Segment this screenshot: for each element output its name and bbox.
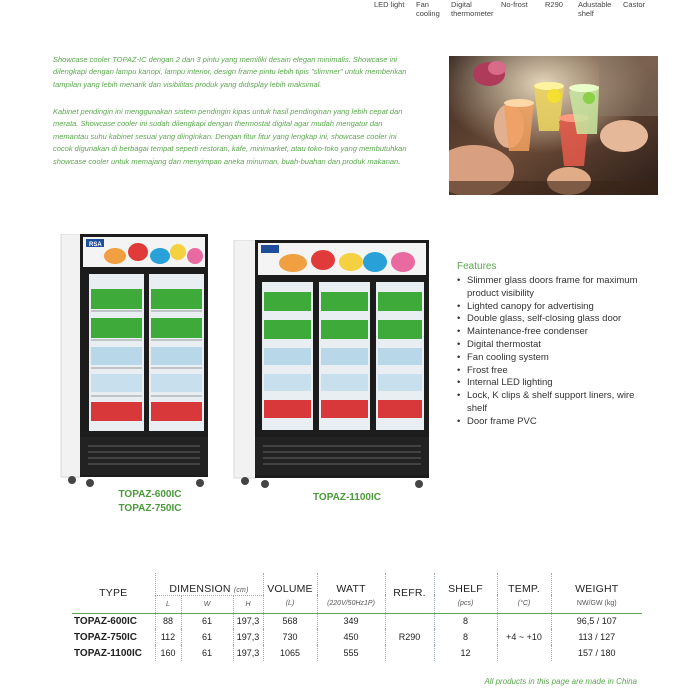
cell-h: 197,3 [233,645,263,661]
header-dimension [155,573,263,595]
feature-icon-labels [360,0,660,20]
subheader-shelf: (pcs) [434,595,497,613]
cell-weight: 113 / 127 [551,629,642,645]
header-dimension-label: DIMENSION [169,582,231,595]
caption-topaz-1100ic: TOPAZ-1100IC [313,492,381,503]
cell-w: 61 [181,613,233,629]
subheader-weight: NW/GW (kg) [551,595,642,613]
subheader-h: H [233,595,263,613]
cell-weight: 157 / 180 [551,645,642,661]
feature-item: • Internal LED lighting [457,377,657,390]
cell-volume: 568 [263,613,317,629]
feature-item: • Digital thermostat [457,339,657,352]
cell-refr: R290 [385,613,434,661]
cell-type: TOPAZ-600IC [74,615,137,627]
cell-type: TOPAZ-750IC [74,631,137,643]
features-title: Features [457,261,497,272]
header-temp: TEMP. [497,573,551,595]
drinks-photo [449,56,658,195]
feature-item: • Lighted canopy for advertising [457,301,657,314]
fridge-three-door-image [233,240,433,488]
header-refr: REFR. [385,573,434,613]
cell-type: TOPAZ-1100IC [74,647,142,659]
icon-label-shelf: Adustable shelf [578,0,612,18]
caption-topaz-750ic: TOPAZ-750IC [118,503,182,514]
icon-label-nofrost: No-frost [501,0,528,9]
table-row [72,645,642,661]
subheader-temp: (°C) [497,595,551,613]
header-dimension-unit: (cm) [233,586,249,594]
header-volume: VOLUME [263,573,317,595]
cell-shelf: 8 [434,629,497,645]
cell-shelf: 8 [434,613,497,629]
header-watt: WATT [317,573,385,595]
header-weight: WEIGHT [551,573,642,595]
icon-label-fan: Fan cooling [416,0,440,18]
caption-topaz-600ic: TOPAZ-600IC [118,489,182,500]
cell-h: 197,3 [233,613,263,629]
subheader-volume: (L) [263,595,317,613]
cell-watt: 450 [317,629,385,645]
icon-label-led: LED light [374,0,405,9]
feature-item: • Maintenance-free condenser [457,326,657,339]
cell-l: 160 [155,645,181,661]
cell-watt: 349 [317,613,385,629]
description-paragraph-2: Kabinet pendingin ini menggunakan sistem pendingin kipas untuk hasil pendinginan yang lebih cepat dan merata. Showcase cooler ini sudah dilengkapi dengan thermostat digital agar mudah mengatur dan memantau suhu kabinet sesuai yang diinginkan. Dengan fitur fitur yang lengkap ini, showcase cooler ini cocok digunakan di berbagai tempat seperti restoran, kafe, minimarket, atau toko-toko yang membutuhkan showcase cooler untuk memajang dan menyimpan aneka minuman, buah-buahan dan produk makanan. [53,107,407,166]
spec-table [72,573,642,661]
header-type: TYPE [99,586,128,599]
subheader-watt: (220V/50Hz1P) [317,595,385,613]
features-section [457,261,657,429]
feature-item: • Slimmer glass doors frame for maximum product visibility [457,275,657,301]
icon-label-thermometer: Digital thermometer [451,0,494,18]
feature-item: • Door frame PVC [457,416,657,429]
cell-w: 61 [181,645,233,661]
description-paragraph-1: Showcase cooler TOPAZ-IC dengan 2 dan 3 pintu yang memiliki desain elegan minimalis. Showcase ini dilengkapi dengan lampu kanopi, lampu interior, design frame pintu lebih tipis "slimmer" untuk memberikan tampilan yang lebih menarik dan visibilitas produk yang didisplay lebih maksimal. [53,55,407,89]
cell-temp: +4 ~ +10 [497,613,551,661]
feature-item: • Fan cooling system [457,352,657,365]
cell-volume: 730 [263,629,317,645]
table-row [72,629,642,645]
cell-shelf: 12 [434,645,497,661]
header-shelf: SHELF [434,573,497,595]
feature-item: • Double glass, self-closing glass door [457,313,657,326]
svg-text:RSA: RSA [89,242,102,248]
cell-watt: 555 [317,645,385,661]
subheader-l: L [155,595,181,613]
subheader-w: W [181,595,233,613]
caption-two-door [105,488,195,516]
fridge-two-door-image [60,234,210,489]
cell-l: 88 [155,613,181,629]
icon-label-r290: R290 [545,0,563,9]
cell-w: 61 [181,629,233,645]
cell-weight: 96,5 / 107 [551,613,642,629]
footnote: All products in this page are made in China [484,677,637,686]
cell-l: 112 [155,629,181,645]
icon-label-castor: Castor [623,0,646,9]
cell-volume: 1065 [263,645,317,661]
cell-h: 197,3 [233,629,263,645]
feature-item: • Frost free [457,365,657,378]
feature-item: • Lock, K clips & shelf support liners, wire shelf [457,390,657,416]
table-row [72,613,642,629]
features-list [457,275,657,429]
